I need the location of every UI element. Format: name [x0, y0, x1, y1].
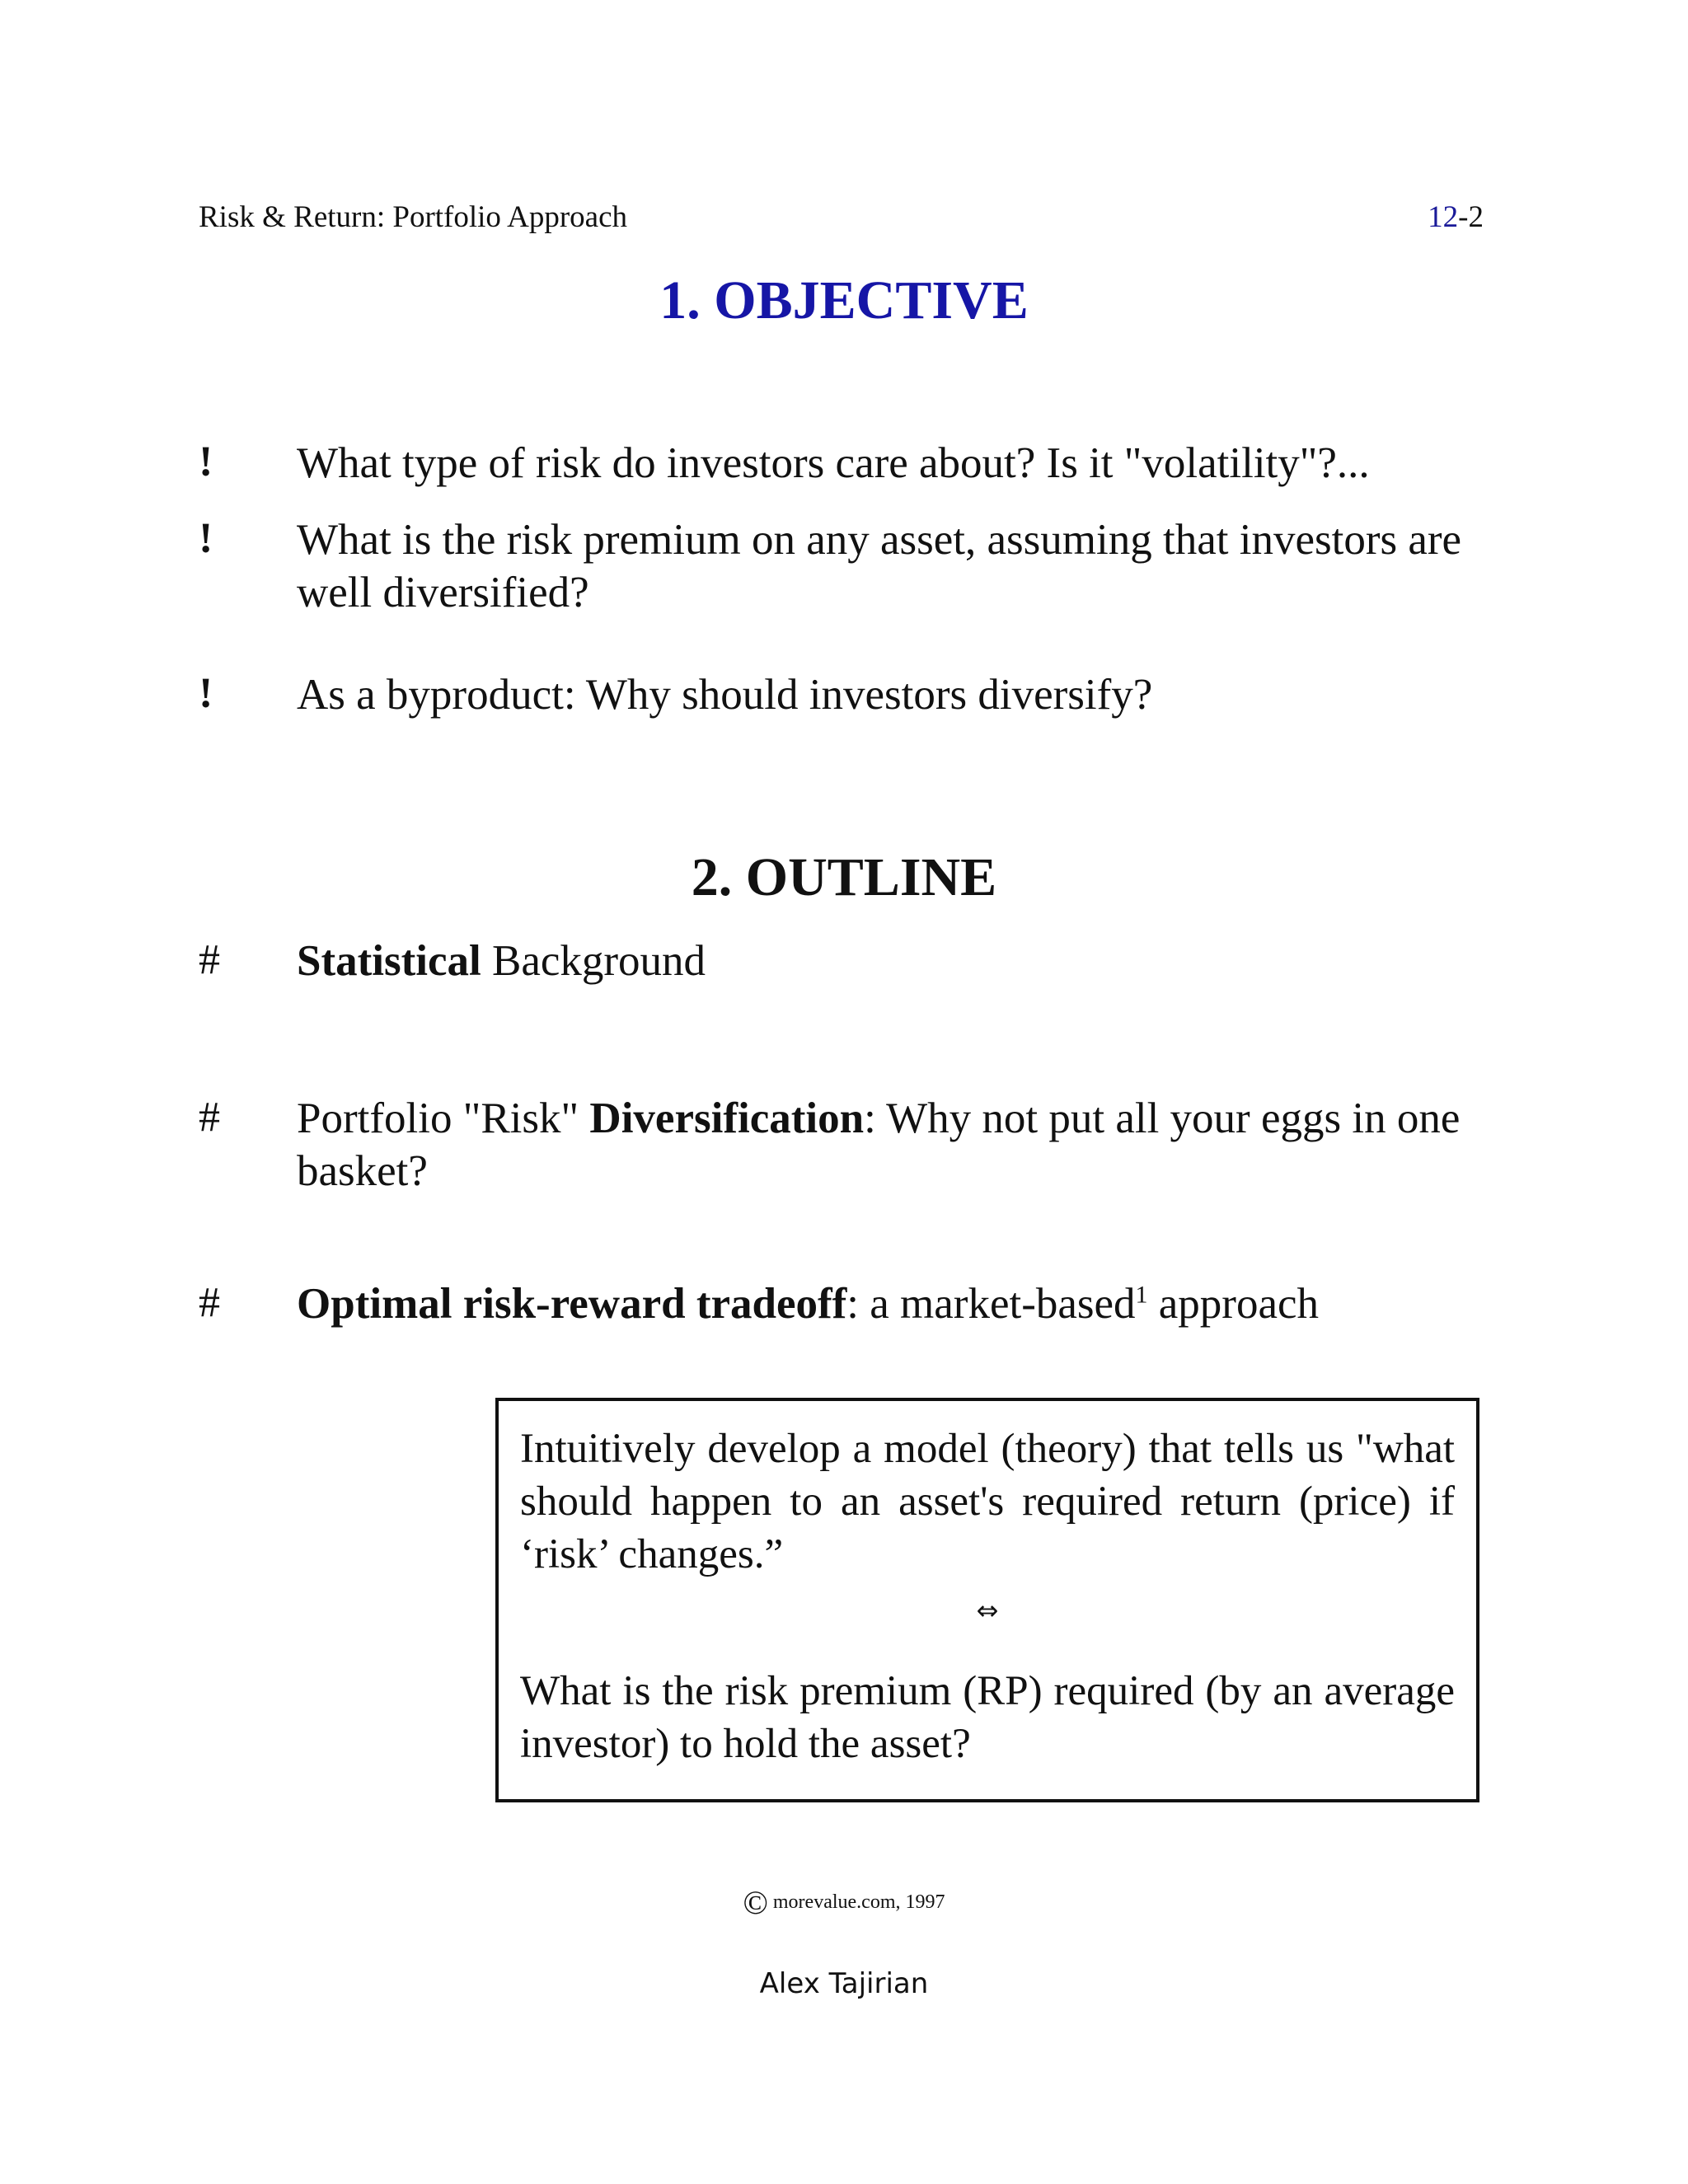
- running-header-title: Risk & Return: Portfolio Approach: [199, 200, 628, 234]
- copyright-line: [0, 1884, 1688, 1922]
- page-index: 2: [1468, 200, 1484, 234]
- outline-item-3-bold: Optimal risk-reward tradeoff: [297, 1280, 847, 1328]
- footnote-marker: 1: [1135, 1281, 1148, 1309]
- outline-item-2: [297, 1092, 1492, 1197]
- outline-item-3-post: approach: [1147, 1280, 1320, 1328]
- outline-item-3-rest: : a market-based: [846, 1280, 1136, 1328]
- outline-heading: 2. OUTLINE: [691, 847, 997, 907]
- outline-item-1-rest: Background: [481, 937, 706, 985]
- key-question-box: [495, 1398, 1479, 1802]
- objective-heading: 1. OBJECTIVE: [659, 270, 1029, 330]
- outline-item-3: [297, 1277, 1492, 1330]
- objective-bullet-1: !: [199, 438, 213, 485]
- box-text-model: Intuitively develop a model (theory) that tells us "what should happen to an asset's required return (price) if ‘risk’ changes.”: [520, 1426, 1455, 1577]
- outline-item-2-bold: Diversification: [589, 1094, 865, 1142]
- box-text-risk-premium: What is the risk premium (RP) required (by an average investor) to hold the asset?: [520, 1668, 1455, 1767]
- copyright-icon: ©: [743, 1884, 768, 1922]
- objective-item-1: What type of risk do investors care about? Is it "volatility"?...: [297, 439, 1370, 487]
- page-number: [1428, 198, 1484, 237]
- objective-bullet-2: !: [199, 515, 213, 562]
- page-separator: -: [1458, 200, 1469, 234]
- author-name: Alex Tajirian: [759, 1967, 929, 2000]
- objective-item-2: What is the risk premium on any asset, assuming that investors are well diversified?: [297, 516, 1462, 616]
- objective-item-3: As a byproduct: Why should investors diversify?: [297, 671, 1153, 719]
- objective-bullet-3: !: [199, 670, 213, 717]
- page-chapter: 12: [1428, 200, 1459, 234]
- outline-bullet-3: #: [199, 1279, 220, 1326]
- outline-item-2-rest: : Why not put all your eggs in one basket?: [297, 1094, 1461, 1195]
- outline-item-1: [297, 935, 1492, 987]
- outline-bullet-1: #: [199, 936, 220, 983]
- outline-bullet-2: #: [199, 1094, 220, 1141]
- copyright-text: morevalue.com, 1997: [772, 1891, 945, 1913]
- double-arrow-icon: ⇔: [976, 1595, 999, 1626]
- outline-item-2-pre: Portfolio "Risk": [297, 1094, 590, 1142]
- outline-item-1-bold: Statistical: [297, 937, 481, 985]
